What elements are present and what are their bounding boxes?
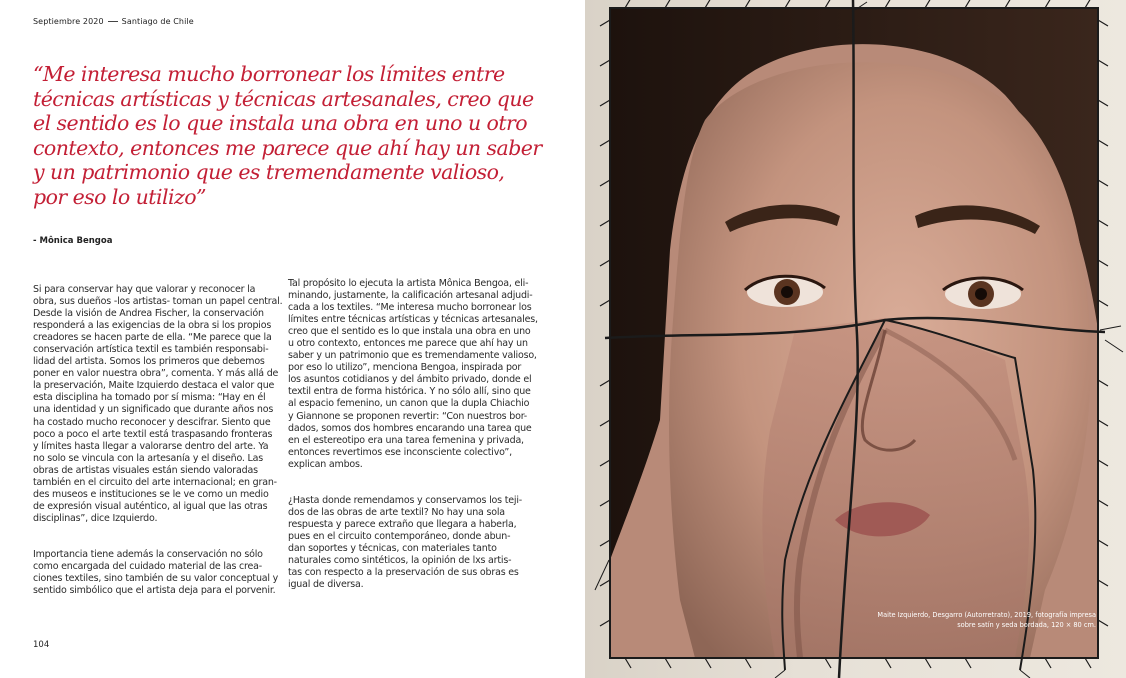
- text-line: naturales como sintéticos, la opinión de lxs artis-: [288, 554, 512, 566]
- text-line: también en el circuito del arte internacional; en gran-: [33, 476, 277, 488]
- header-date: Septiembre 2020: [33, 17, 104, 26]
- body-column-left: [33, 284, 283, 597]
- text-line: Tal propósito lo ejecuta la artista Mônica Bengoa, eli-: [288, 278, 529, 289]
- photo-caption: [856, 610, 1096, 630]
- body-paragraph: [33, 549, 278, 597]
- text-line: esta disciplina ha tomado por sí misma: “Hay en él: [33, 392, 266, 404]
- text-line: respuesta y parece extraño que llegara a haberla,: [288, 518, 517, 530]
- quote-line: el sentido es lo que instala una obra en uno u otro: [33, 111, 528, 135]
- text-line: Si para conservar hay que valorar y reconocer la: [33, 284, 256, 295]
- page-number: 104: [33, 640, 50, 650]
- text-line: des museos e instituciones se le ve como un medio: [33, 488, 269, 500]
- text-line: u otro contexto, entonces me parece que ahí hay un: [288, 338, 528, 350]
- running-head: [33, 17, 194, 26]
- body-paragraph: [288, 278, 538, 471]
- text-line: y límites hasta llegar a valorarse dentro del arte. Ya: [33, 440, 269, 452]
- text-line: dados, somos dos hombres encarando una tarea que: [288, 422, 532, 434]
- text-line: no solo se vincula con la artesanía y el diseño. Las: [33, 452, 264, 464]
- text-line: sentido simbólico que el artista deja para el porvenir.: [33, 585, 276, 597]
- text-line: al espacio femenino, un canon que la dupla Chiachio: [288, 398, 530, 410]
- body-column-right: [288, 278, 538, 591]
- text-line: entonces revertimos ese inconsciente colectivo”,: [288, 446, 512, 458]
- text-line: explican ambos.: [288, 458, 363, 470]
- quote-author: - Mônica Bengoa: [33, 236, 113, 246]
- header-dash: [108, 21, 118, 22]
- text-line: poco a poco el arte textil está traspasando fronteras: [33, 428, 273, 440]
- text-line: ha costado mucho reconocer y descifrar. Siento que: [33, 416, 271, 428]
- caption-line: sobre satín y seda bordada, 120 × 80 cm.: [957, 621, 1096, 629]
- text-line: igual de diversa.: [288, 579, 364, 591]
- text-line: minando, justamente, la calificación artesanal adjudi-: [288, 290, 533, 302]
- text-line: creadores se hacen parte de ella. “Me parece que la: [33, 332, 272, 344]
- text-line: Importancia tiene además la conservación no sólo: [33, 548, 263, 560]
- text-line: por eso lo utilizo”, menciona Bengoa, inspirada por: [288, 362, 522, 374]
- quote-line: por eso lo utilizo”: [33, 184, 206, 209]
- text-line: Desde la visión de Andrea Fischer, la conservación: [33, 308, 264, 320]
- text-line: creo que el sentido es lo que instala una obra en uno: [288, 326, 531, 338]
- text-line: ciones textiles, sino también de su valor conceptual y: [33, 573, 279, 585]
- text-line: obras de artistas visuales están siendo valoradas: [33, 464, 258, 476]
- stitched-fold: [762, 318, 1029, 658]
- quote-line: contexto, entonces me parece que ahí hay un saber: [33, 135, 542, 160]
- text-line: una identidad y un significado que durante años nos: [33, 404, 274, 416]
- body-paragraph: [33, 284, 283, 525]
- caption-line: Maite Izquierdo, Desgarro (Autorretrato), 2019, fotografía impresa: [877, 611, 1096, 619]
- body-paragraph: [288, 495, 533, 591]
- artwork-illustration: [585, 0, 1126, 678]
- text-line: los asuntos cotidianos y del ámbito privado, donde el: [288, 374, 532, 386]
- text-line: la preservación, Maite Izquierdo destaca el valor que: [33, 380, 275, 392]
- text-line: obra, sus dueños -los artistas- toman un papel central.: [33, 296, 283, 308]
- text-line: pues en el circuito contemporáneo, donde abun-: [288, 530, 511, 542]
- text-line: poner en valor nuestra obra”, comenta. Y más allá de: [33, 368, 279, 380]
- text-line: límites entre técnicas artísticas y técnicas artesanales,: [288, 314, 538, 326]
- text-line: tas con respecto a la preservación de sus obras es: [288, 567, 519, 579]
- artwork-photo: [585, 0, 1126, 678]
- text-line: responderá a las exigencias de la obra si los propios: [33, 320, 272, 332]
- quote-line: y un patrimonio que es tremendamente valioso,: [33, 160, 505, 184]
- pull-quote: [33, 62, 542, 209]
- text-line: dos de las obras de arte textil? No hay una sola: [288, 506, 505, 518]
- text-line: y Giannone se proponen revertir: “Con nuestros bor-: [288, 410, 528, 422]
- text-line: conservación artística textil es también responsabi-: [33, 344, 269, 356]
- text-line: lidad del artista. Somos los primeros que debemos: [33, 356, 265, 368]
- header-place: Santiago de Chile: [121, 17, 194, 26]
- text-line: textil entra de forma histórica. Y no sólo allí, sino que: [288, 386, 531, 398]
- text-line: saber y un patrimonio que es tremendamente valioso,: [288, 350, 537, 362]
- text-line: en el estereotipo era una tarea femenina y privada,: [288, 434, 524, 446]
- text-line: cada a los textiles. “Me interesa mucho borronear los: [288, 302, 532, 314]
- quote-line: técnicas artísticas y técnicas artesanales, creo que: [33, 86, 534, 111]
- text-line: ¿Hasta donde remendamos y conservamos los teji-: [288, 494, 523, 506]
- text-line: de expresión visual auténtico, al igual que las otras: [33, 500, 268, 512]
- quote-line: “Me interesa mucho borronear los límites entre: [33, 62, 505, 86]
- text-line: como encargada del cuidado material de las crea-: [33, 560, 263, 572]
- text-line: disciplinas”, dice Izquierdo.: [33, 512, 158, 524]
- text-line: dan soportes y técnicas, con materiales tanto: [288, 542, 497, 554]
